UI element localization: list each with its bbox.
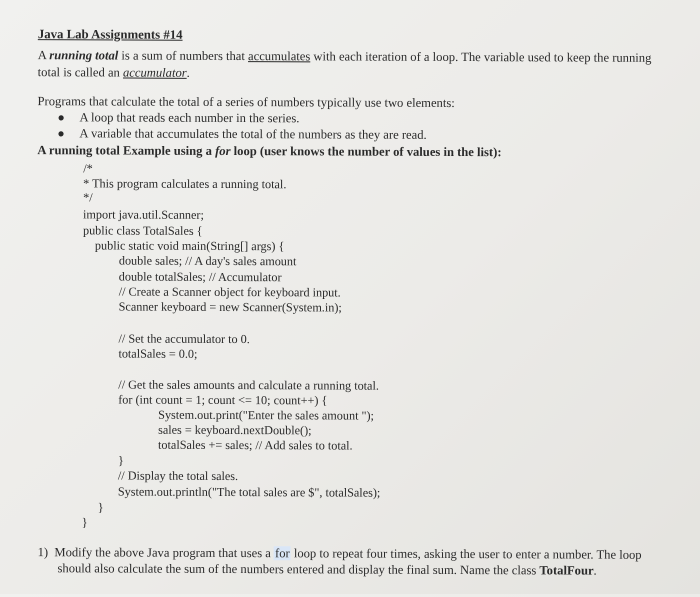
page-title: Java Lab Assignments #14 bbox=[37, 27, 183, 42]
question-line-1: 1) Modify the above Java program that uses a for loop to repeat four times, asking the user to enter a number. The loop bbox=[37, 545, 642, 562]
bullet-item-1: A loop that reads each number in the series. bbox=[79, 110, 300, 126]
code-init-total: totalSales = 0.0; bbox=[118, 346, 198, 361]
code-class-decl: public class TotalSales { bbox=[82, 223, 203, 238]
bullet-icon: ● bbox=[57, 126, 65, 141]
code-import: import java.util.Scanner; bbox=[83, 207, 204, 222]
intro-line-2: total is called an accumulator. bbox=[37, 65, 190, 80]
code-close-class: } bbox=[81, 515, 88, 530]
example-heading: A running total Example using a for loop (user knows the number of values in the list): bbox=[37, 143, 502, 160]
code-for-loop: for (int count = 1; count <= 10; count++) { bbox=[118, 392, 328, 408]
question-number: 1) bbox=[37, 545, 49, 560]
code-total-decl: double totalSales; // Accumulator bbox=[118, 269, 282, 285]
code-sales-decl: double sales; // A day's sales amount bbox=[118, 253, 297, 269]
code-read-sales: sales = keyboard.nextDouble(); bbox=[158, 422, 312, 438]
code-main-decl: public static void main(String[] args) { bbox=[94, 238, 285, 254]
code-close-for: } bbox=[117, 453, 124, 468]
bullet-icon: ● bbox=[57, 110, 65, 125]
code-comment-get: // Get the sales amounts and calculate a running total. bbox=[118, 377, 379, 393]
class-name: TotalFour bbox=[539, 563, 594, 578]
code-comment-scanner: // Create a Scanner object for keyboard input. bbox=[118, 284, 341, 300]
accumulator-term: accumulator bbox=[122, 65, 187, 80]
code-comment-display: // Display the total sales. bbox=[117, 468, 239, 484]
code-add-total: totalSales += sales; // Add sales to total. bbox=[158, 437, 353, 453]
code-comment-open: /* bbox=[83, 161, 93, 176]
code-println: System.out.println("The total sales are $", totalSales); bbox=[117, 484, 381, 500]
intro-line-1: A running total is a sum of numbers that accumulates with each iteration of a loop. The variable used to keep the running bbox=[37, 48, 652, 65]
code-close-main: } bbox=[97, 500, 104, 515]
bullet-item-2: A variable that accumulates the total of the numbers as they are read. bbox=[79, 126, 427, 142]
running-total-term: running total bbox=[49, 48, 119, 63]
question-line-2: should also calculate the sum of the numbers entered and display the final sum. Name the class TotalFour. bbox=[57, 561, 597, 578]
elements-heading: Programs that calculate the total of a series of numbers typically use two elements: bbox=[37, 94, 455, 110]
for-keyword-highlight: for bbox=[274, 546, 290, 561]
code-comment-set: // Set the accumulator to 0. bbox=[118, 331, 250, 347]
code-comment-line: * This program calculates a running total. bbox=[83, 176, 287, 192]
code-print-prompt: System.out.print("Enter the sales amount "); bbox=[158, 407, 374, 423]
code-scanner-decl: Scanner keyboard = new Scanner(System.in); bbox=[118, 299, 342, 315]
code-comment-close: */ bbox=[83, 190, 93, 205]
